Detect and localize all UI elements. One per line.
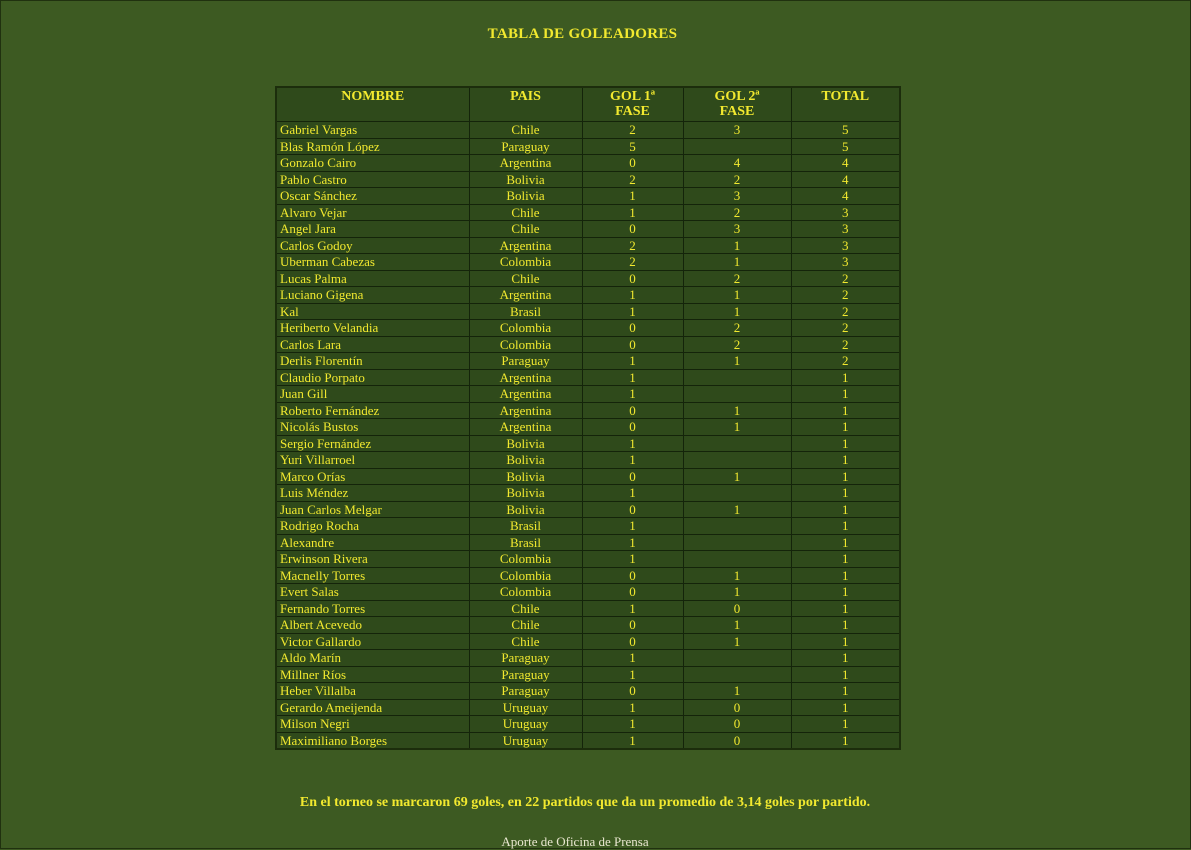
cell-pais: Uruguay <box>469 699 582 716</box>
cell-total: 2 <box>791 270 900 287</box>
table-row <box>276 386 900 403</box>
table-row <box>276 155 900 172</box>
cell-pais: Chile <box>469 617 582 634</box>
cell-gol2 <box>683 666 791 683</box>
cell-gol1: 1 <box>582 485 683 502</box>
cell-gol2 <box>683 485 791 502</box>
header-nombre: NOMBRE <box>276 87 469 122</box>
table-row <box>276 518 900 535</box>
cell-gol1: 1 <box>582 287 683 304</box>
cell-gol1: 1 <box>582 452 683 469</box>
cell-pais: Chile <box>469 600 582 617</box>
cell-total: 1 <box>791 485 900 502</box>
cell-gol2 <box>683 369 791 386</box>
cell-gol1: 0 <box>582 468 683 485</box>
cell-nombre: Nicolás Bustos <box>276 419 469 436</box>
cell-gol2: 0 <box>683 600 791 617</box>
table-row <box>276 452 900 469</box>
cell-total: 2 <box>791 336 900 353</box>
cell-gol1: 0 <box>582 633 683 650</box>
cell-gol2: 1 <box>683 287 791 304</box>
cell-pais: Chile <box>469 270 582 287</box>
cell-pais: Colombia <box>469 320 582 337</box>
cell-gol1: 1 <box>582 732 683 749</box>
cell-gol2: 0 <box>683 699 791 716</box>
table-row <box>276 336 900 353</box>
table-row <box>276 716 900 733</box>
table-row <box>276 584 900 601</box>
cell-total: 1 <box>791 699 900 716</box>
cell-gol1: 1 <box>582 188 683 205</box>
cell-pais: Bolivia <box>469 501 582 518</box>
cell-gol1: 1 <box>582 518 683 535</box>
table-row <box>276 567 900 584</box>
cell-nombre: Evert Salas <box>276 584 469 601</box>
cell-gol1: 0 <box>582 419 683 436</box>
header-gol2-line2: FASE <box>719 104 755 119</box>
cell-nombre: Rodrigo Rocha <box>276 518 469 535</box>
scorers-table <box>275 86 901 750</box>
cell-gol2: 1 <box>683 567 791 584</box>
table-row <box>276 534 900 551</box>
cell-total: 3 <box>791 221 900 238</box>
cell-gol2: 2 <box>683 320 791 337</box>
cell-pais: Bolivia <box>469 485 582 502</box>
cell-total: 2 <box>791 353 900 370</box>
cell-gol2: 1 <box>683 468 791 485</box>
cell-gol1: 0 <box>582 155 683 172</box>
page-title: TABLA DE GOLEADORES <box>487 26 678 42</box>
cell-nombre: Macnelly Torres <box>276 567 469 584</box>
cell-pais: Uruguay <box>469 732 582 749</box>
cell-pais: Argentina <box>469 287 582 304</box>
cell-pais: Bolivia <box>469 468 582 485</box>
cell-nombre: Angel Jara <box>276 221 469 238</box>
cell-total: 1 <box>791 386 900 403</box>
table-row <box>276 138 900 155</box>
cell-total: 4 <box>791 155 900 172</box>
cell-pais: Paraguay <box>469 683 582 700</box>
cell-gol1: 1 <box>582 666 683 683</box>
cell-gol2: 0 <box>683 716 791 733</box>
cell-gol2 <box>683 138 791 155</box>
cell-pais: Argentina <box>469 419 582 436</box>
cell-pais: Colombia <box>469 254 582 271</box>
cell-gol2: 2 <box>683 204 791 221</box>
cell-total: 1 <box>791 683 900 700</box>
cell-pais: Colombia <box>469 551 582 568</box>
table-row <box>276 617 900 634</box>
table-row <box>276 287 900 304</box>
cell-nombre: Aldo Marín <box>276 650 469 667</box>
cell-nombre: Yuri Villarroel <box>276 452 469 469</box>
cell-pais: Uruguay <box>469 716 582 733</box>
footer-credit: Aporte de Oficina de Prensa <box>501 834 649 849</box>
cell-total: 1 <box>791 501 900 518</box>
cell-nombre: Sergio Fernández <box>276 435 469 452</box>
cell-gol2 <box>683 551 791 568</box>
cell-nombre: Gonzalo Cairo <box>276 155 469 172</box>
table-row <box>276 699 900 716</box>
cell-pais: Colombia <box>469 567 582 584</box>
cell-gol2: 1 <box>683 254 791 271</box>
cell-gol1: 0 <box>582 683 683 700</box>
cell-pais: Colombia <box>469 336 582 353</box>
cell-gol2 <box>683 650 791 667</box>
cell-gol1: 5 <box>582 138 683 155</box>
cell-gol1: 0 <box>582 501 683 518</box>
cell-gol1: 1 <box>582 650 683 667</box>
cell-pais: Brasil <box>469 534 582 551</box>
cell-pais: Argentina <box>469 386 582 403</box>
cell-gol1: 1 <box>582 699 683 716</box>
table-row <box>276 419 900 436</box>
cell-gol1: 1 <box>582 551 683 568</box>
cell-nombre: Victor Gallardo <box>276 633 469 650</box>
cell-nombre: Juan Gill <box>276 386 469 403</box>
cell-total: 2 <box>791 320 900 337</box>
cell-gol2: 3 <box>683 122 791 139</box>
header-gol1-line2: FASE <box>615 104 650 119</box>
cell-gol1: 0 <box>582 402 683 419</box>
table-row <box>276 204 900 221</box>
cell-pais: Bolivia <box>469 452 582 469</box>
header-gol1 <box>582 87 683 122</box>
cell-gol2: 1 <box>683 501 791 518</box>
cell-nombre: Heriberto Velandia <box>276 320 469 337</box>
cell-total: 1 <box>791 732 900 749</box>
cell-pais: Colombia <box>469 584 582 601</box>
cell-gol1: 0 <box>582 584 683 601</box>
table-row <box>276 633 900 650</box>
table-row <box>276 683 900 700</box>
cell-gol2: 1 <box>683 584 791 601</box>
cell-gol1: 2 <box>582 122 683 139</box>
table-row <box>276 188 900 205</box>
cell-gol2: 1 <box>683 683 791 700</box>
table-row <box>276 551 900 568</box>
cell-gol2: 1 <box>683 303 791 320</box>
cell-gol1: 1 <box>582 204 683 221</box>
cell-gol2: 3 <box>683 221 791 238</box>
cell-total: 3 <box>791 237 900 254</box>
cell-total: 1 <box>791 567 900 584</box>
table-row <box>276 600 900 617</box>
cell-total: 5 <box>791 138 900 155</box>
cell-nombre: Luis Méndez <box>276 485 469 502</box>
cell-gol1: 1 <box>582 716 683 733</box>
summary-text: En el torneo se marcaron 69 goles, en 22 partidos que da un promedio de 3,14 goles por partido. <box>299 795 871 810</box>
cell-gol2: 4 <box>683 155 791 172</box>
cell-total: 1 <box>791 551 900 568</box>
cell-pais: Bolivia <box>469 188 582 205</box>
table-row <box>276 237 900 254</box>
cell-total: 1 <box>791 716 900 733</box>
cell-nombre: Gabriel Vargas <box>276 122 469 139</box>
cell-pais: Bolivia <box>469 435 582 452</box>
cell-gol2: 1 <box>683 237 791 254</box>
cell-total: 1 <box>791 617 900 634</box>
cell-gol1: 2 <box>582 254 683 271</box>
cell-total: 1 <box>791 452 900 469</box>
table-row <box>276 468 900 485</box>
cell-nombre: Carlos Godoy <box>276 237 469 254</box>
cell-nombre: Milson Negri <box>276 716 469 733</box>
cell-gol2 <box>683 518 791 535</box>
cell-total: 1 <box>791 468 900 485</box>
cell-pais: Argentina <box>469 155 582 172</box>
cell-gol2: 1 <box>683 402 791 419</box>
cell-gol2 <box>683 435 791 452</box>
cell-nombre: Luciano Gigena <box>276 287 469 304</box>
cell-nombre: Carlos Lara <box>276 336 469 353</box>
header-gol2-line1: GOL 2ª <box>714 89 760 104</box>
cell-gol2: 1 <box>683 633 791 650</box>
cell-gol2: 1 <box>683 419 791 436</box>
cell-total: 1 <box>791 518 900 535</box>
table-row <box>276 353 900 370</box>
cell-total: 3 <box>791 204 900 221</box>
cell-gol2 <box>683 534 791 551</box>
cell-gol1: 0 <box>582 270 683 287</box>
table-header-row <box>276 87 900 122</box>
cell-nombre: Blas Ramón López <box>276 138 469 155</box>
cell-pais: Paraguay <box>469 138 582 155</box>
cell-pais: Brasil <box>469 518 582 535</box>
table-row <box>276 369 900 386</box>
cell-gol1: 0 <box>582 320 683 337</box>
cell-total: 1 <box>791 402 900 419</box>
header-gol2 <box>683 87 791 122</box>
cell-total: 1 <box>791 435 900 452</box>
header-gol1-line1: GOL 1ª <box>609 89 656 104</box>
cell-pais: Chile <box>469 122 582 139</box>
cell-nombre: Heber Villalba <box>276 683 469 700</box>
table-row <box>276 501 900 518</box>
cell-nombre: Lucas Palma <box>276 270 469 287</box>
cell-total: 4 <box>791 188 900 205</box>
cell-nombre: Fernando Torres <box>276 600 469 617</box>
cell-pais: Paraguay <box>469 650 582 667</box>
cell-gol1: 1 <box>582 435 683 452</box>
cell-nombre: Uberman Cabezas <box>276 254 469 271</box>
cell-total: 1 <box>791 633 900 650</box>
cell-pais: Paraguay <box>469 353 582 370</box>
cell-pais: Chile <box>469 633 582 650</box>
cell-total: 1 <box>791 534 900 551</box>
cell-nombre: Juan Carlos Melgar <box>276 501 469 518</box>
cell-gol2: 2 <box>683 171 791 188</box>
cell-nombre: Alvaro Vejar <box>276 204 469 221</box>
cell-nombre: Gerardo Ameijenda <box>276 699 469 716</box>
cell-nombre: Alexandre <box>276 534 469 551</box>
cell-total: 4 <box>791 171 900 188</box>
cell-nombre: Kal <box>276 303 469 320</box>
table-row <box>276 254 900 271</box>
cell-total: 2 <box>791 287 900 304</box>
cell-gol2 <box>683 386 791 403</box>
cell-nombre: Marco Orías <box>276 468 469 485</box>
cell-pais: Paraguay <box>469 666 582 683</box>
table-row <box>276 171 900 188</box>
cell-pais: Chile <box>469 221 582 238</box>
cell-total: 3 <box>791 254 900 271</box>
cell-gol2: 2 <box>683 270 791 287</box>
cell-pais: Bolivia <box>469 171 582 188</box>
table-row <box>276 666 900 683</box>
cell-gol2 <box>683 452 791 469</box>
cell-total: 1 <box>791 584 900 601</box>
cell-pais: Brasil <box>469 303 582 320</box>
header-total: TOTAL <box>791 87 900 122</box>
cell-gol1: 1 <box>582 369 683 386</box>
table-row <box>276 320 900 337</box>
table-row <box>276 435 900 452</box>
cell-nombre: Derlis Florentín <box>276 353 469 370</box>
table-row <box>276 122 900 139</box>
cell-gol1: 1 <box>582 303 683 320</box>
cell-gol2: 1 <box>683 617 791 634</box>
cell-gol1: 1 <box>582 600 683 617</box>
cell-total: 1 <box>791 419 900 436</box>
cell-gol1: 1 <box>582 353 683 370</box>
cell-pais: Chile <box>469 204 582 221</box>
table-row <box>276 221 900 238</box>
cell-gol1: 0 <box>582 336 683 353</box>
cell-pais: Argentina <box>469 369 582 386</box>
cell-gol1: 1 <box>582 534 683 551</box>
cell-total: 1 <box>791 666 900 683</box>
table-row <box>276 270 900 287</box>
cell-gol1: 1 <box>582 386 683 403</box>
table-row <box>276 732 900 749</box>
cell-pais: Argentina <box>469 237 582 254</box>
cell-gol2: 1 <box>683 353 791 370</box>
cell-gol2: 2 <box>683 336 791 353</box>
table-body <box>276 122 900 750</box>
table-row <box>276 303 900 320</box>
table-row <box>276 650 900 667</box>
cell-nombre: Millner Ríos <box>276 666 469 683</box>
cell-gol2: 0 <box>683 732 791 749</box>
cell-total: 2 <box>791 303 900 320</box>
cell-gol2: 3 <box>683 188 791 205</box>
cell-gol1: 2 <box>582 237 683 254</box>
cell-total: 5 <box>791 122 900 139</box>
cell-nombre: Pablo Castro <box>276 171 469 188</box>
cell-gol1: 0 <box>582 567 683 584</box>
cell-gol1: 0 <box>582 221 683 238</box>
header-pais: PAIS <box>469 87 582 122</box>
cell-total: 1 <box>791 369 900 386</box>
table-row <box>276 402 900 419</box>
cell-nombre: Oscar Sánchez <box>276 188 469 205</box>
cell-nombre: Claudio Porpato <box>276 369 469 386</box>
cell-gol1: 2 <box>582 171 683 188</box>
cell-nombre: Maximiliano Borges <box>276 732 469 749</box>
cell-pais: Argentina <box>469 402 582 419</box>
cell-nombre: Albert Acevedo <box>276 617 469 634</box>
cell-nombre: Erwinson Rivera <box>276 551 469 568</box>
cell-total: 1 <box>791 600 900 617</box>
cell-nombre: Roberto Fernández <box>276 402 469 419</box>
cell-total: 1 <box>791 650 900 667</box>
cell-gol1: 0 <box>582 617 683 634</box>
table-row <box>276 485 900 502</box>
